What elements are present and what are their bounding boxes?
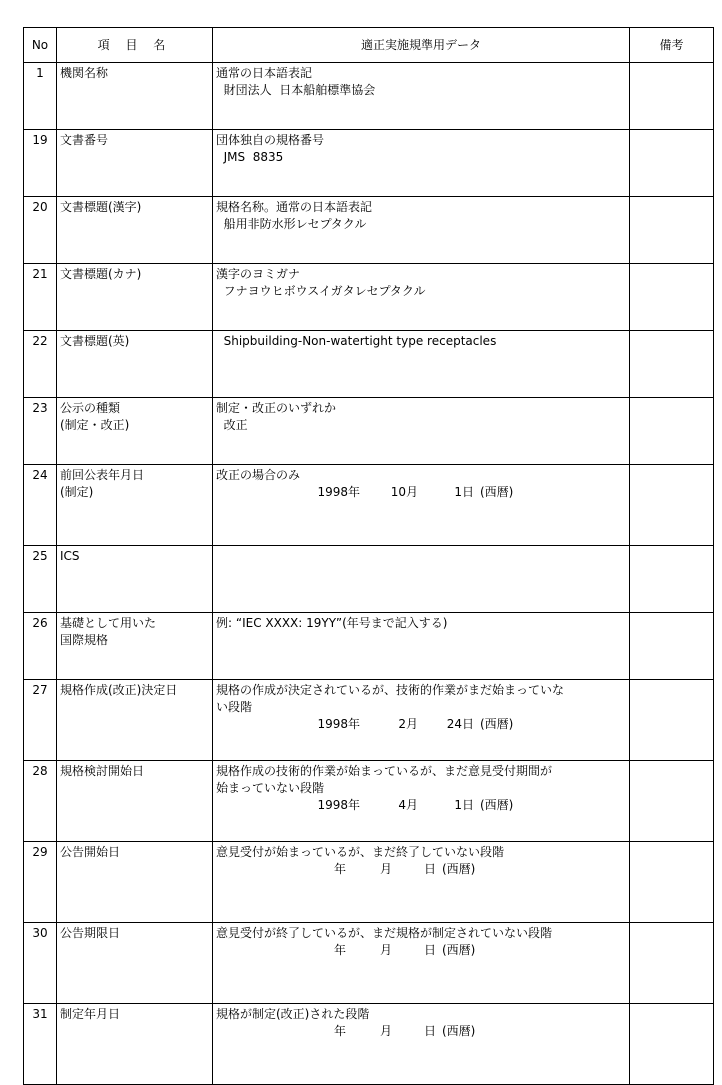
date-line — [216, 1023, 626, 1040]
date-day: 日 — [423, 943, 436, 957]
row-item-name — [57, 842, 213, 923]
data-value-line: 制定・改正のいずれか — [216, 401, 337, 415]
row-number: 20 — [24, 197, 57, 264]
row-number: 28 — [24, 761, 57, 842]
row-data-value — [213, 264, 630, 331]
date-month: 2月 — [398, 717, 418, 731]
date-day: 日 — [423, 1024, 436, 1038]
row-data-value — [213, 197, 630, 264]
date-era: (西暦) — [480, 798, 514, 812]
date-month: 月 — [379, 943, 392, 957]
data-value-line: 団体独自の規格番号 — [216, 133, 325, 147]
row-item-name — [57, 1004, 213, 1085]
table-row — [24, 1004, 714, 1085]
item-name-line: 規格作成(改正)決定日 — [60, 683, 178, 697]
data-value-line: 規格の作成が決定されているが、技術的作業がまだ始まっていな — [216, 683, 565, 697]
row-data-value — [213, 613, 630, 680]
date-year: 1998年 — [317, 717, 360, 731]
date-line — [216, 861, 626, 878]
date-year: 1998年 — [317, 485, 360, 499]
table-row — [24, 264, 714, 331]
row-item-name — [57, 264, 213, 331]
item-name-line: 文書標題(英) — [60, 334, 130, 348]
header-data: 適正実施規準用データ — [213, 28, 630, 63]
row-number: 21 — [24, 264, 57, 331]
row-note — [630, 331, 714, 398]
data-value-line: 漢字のヨミガナ — [216, 267, 301, 281]
row-note — [630, 63, 714, 130]
row-note — [630, 197, 714, 264]
row-number: 31 — [24, 1004, 57, 1085]
date-month: 4月 — [398, 798, 418, 812]
item-name-line: (制定) — [60, 485, 94, 499]
data-value-line: い段階 — [216, 700, 253, 714]
table-row — [24, 465, 714, 546]
row-note — [630, 761, 714, 842]
row-number: 26 — [24, 613, 57, 680]
data-value-line: 改正の場合のみ — [216, 468, 301, 482]
item-name-line: 公告期限日 — [60, 926, 121, 940]
row-note — [630, 842, 714, 923]
item-name-line: 文書標題(カナ) — [60, 267, 142, 281]
table-row — [24, 923, 714, 1004]
date-era: (西暦) — [442, 943, 476, 957]
date-era: (西暦) — [480, 717, 514, 731]
item-name-line: 国際規格 — [60, 633, 109, 647]
item-name-line: 制定年月日 — [60, 1007, 121, 1021]
table-body — [24, 63, 714, 1085]
header-row — [24, 28, 714, 63]
date-year: 年 — [333, 862, 346, 876]
row-note — [630, 546, 714, 613]
date-line — [216, 484, 626, 501]
data-form-table — [23, 27, 714, 1085]
date-day: 24日 — [446, 717, 474, 731]
row-note — [630, 923, 714, 1004]
data-value-line: 例: “IEC XXXX: 19YY”(年号まで記入する) — [216, 616, 448, 630]
table-row — [24, 613, 714, 680]
item-name-line: 前回公表年月日 — [60, 468, 145, 482]
date-month: 月 — [379, 1024, 392, 1038]
item-name-line: 文書標題(漢字) — [60, 200, 142, 214]
table-row — [24, 761, 714, 842]
row-data-value — [213, 842, 630, 923]
table-row — [24, 331, 714, 398]
table-row — [24, 197, 714, 264]
data-value-line: 意見受付が終了しているが、まだ規格が制定されていない段階 — [216, 926, 553, 940]
item-name-line: ICS — [60, 549, 80, 563]
row-note — [630, 613, 714, 680]
row-item-name — [57, 130, 213, 197]
item-name-line: 基礎として用いた — [60, 616, 157, 630]
date-year: 年 — [333, 1024, 346, 1038]
row-data-value — [213, 130, 630, 197]
date-era: (西暦) — [480, 485, 514, 499]
data-value-line: 規格が制定(改正)された段階 — [216, 1007, 370, 1021]
row-number: 29 — [24, 842, 57, 923]
row-data-value — [213, 398, 630, 465]
row-item-name — [57, 680, 213, 761]
row-note — [630, 264, 714, 331]
row-data-value — [213, 465, 630, 546]
table-row — [24, 842, 714, 923]
data-value-line: フナヨウヒボウスイガタレセプタクル — [216, 284, 426, 298]
row-number: 23 — [24, 398, 57, 465]
row-note — [630, 130, 714, 197]
row-note — [630, 465, 714, 546]
row-item-name — [57, 63, 213, 130]
row-note — [630, 1004, 714, 1085]
row-number: 1 — [24, 63, 57, 130]
data-value-line: 始まっていない段階 — [216, 781, 325, 795]
data-value-line: 規格作成の技術的作業が始まっているが、まだ意見受付期間が — [216, 764, 553, 778]
row-note — [630, 680, 714, 761]
date-day: 1日 — [454, 798, 474, 812]
row-item-name — [57, 331, 213, 398]
row-data-value — [213, 761, 630, 842]
date-line — [216, 797, 626, 814]
row-note — [630, 398, 714, 465]
item-name-line: (制定・改正) — [60, 418, 130, 432]
date-line — [216, 942, 626, 959]
row-number: 25 — [24, 546, 57, 613]
date-month: 月 — [379, 862, 392, 876]
date-era: (西暦) — [442, 1024, 476, 1038]
header-item: 項 目 名 — [57, 28, 213, 63]
date-year: 年 — [333, 943, 346, 957]
date-line — [216, 716, 626, 733]
data-value-line: 規格名称。通常の日本語表記 — [216, 200, 373, 214]
row-item-name — [57, 197, 213, 264]
row-item-name — [57, 923, 213, 1004]
row-number: 22 — [24, 331, 57, 398]
data-value-line: 改正 — [216, 418, 248, 432]
table-row — [24, 398, 714, 465]
row-data-value — [213, 331, 630, 398]
row-data-value — [213, 546, 630, 613]
row-number: 24 — [24, 465, 57, 546]
row-item-name — [57, 613, 213, 680]
item-name-line: 機関名称 — [60, 66, 109, 80]
item-name-line: 規格検討開始日 — [60, 764, 145, 778]
row-data-value — [213, 1004, 630, 1085]
item-name-line: 公告開始日 — [60, 845, 121, 859]
date-day: 日 — [423, 862, 436, 876]
item-name-line: 文書番号 — [60, 133, 109, 147]
date-day: 1日 — [454, 485, 474, 499]
table-row — [24, 130, 714, 197]
row-number: 19 — [24, 130, 57, 197]
table-row — [24, 546, 714, 613]
row-item-name — [57, 761, 213, 842]
data-value-line: Shipbuilding-Non-watertight type receptacles — [216, 334, 497, 348]
table-row — [24, 63, 714, 130]
date-era: (西暦) — [442, 862, 476, 876]
row-item-name — [57, 546, 213, 613]
row-item-name — [57, 465, 213, 546]
date-month: 10月 — [390, 485, 418, 499]
row-number: 27 — [24, 680, 57, 761]
header-note: 備考 — [630, 28, 714, 63]
row-item-name — [57, 398, 213, 465]
data-value-line: 財団法人 日本船舶標準協会 — [216, 83, 376, 97]
header-no: No — [24, 28, 57, 63]
table-row — [24, 680, 714, 761]
data-value-line: 船用非防水形レセプタクル — [216, 217, 367, 231]
row-data-value — [213, 680, 630, 761]
data-value-line: 通常の日本語表記 — [216, 66, 313, 80]
row-data-value — [213, 923, 630, 1004]
date-year: 1998年 — [317, 798, 360, 812]
row-data-value — [213, 63, 630, 130]
item-name-line: 公示の種類 — [60, 401, 121, 415]
data-value-line: 意見受付が始まっているが、まだ終了していない段階 — [216, 845, 505, 859]
row-number: 30 — [24, 923, 57, 1004]
data-value-line: JMS 8835 — [216, 150, 284, 164]
